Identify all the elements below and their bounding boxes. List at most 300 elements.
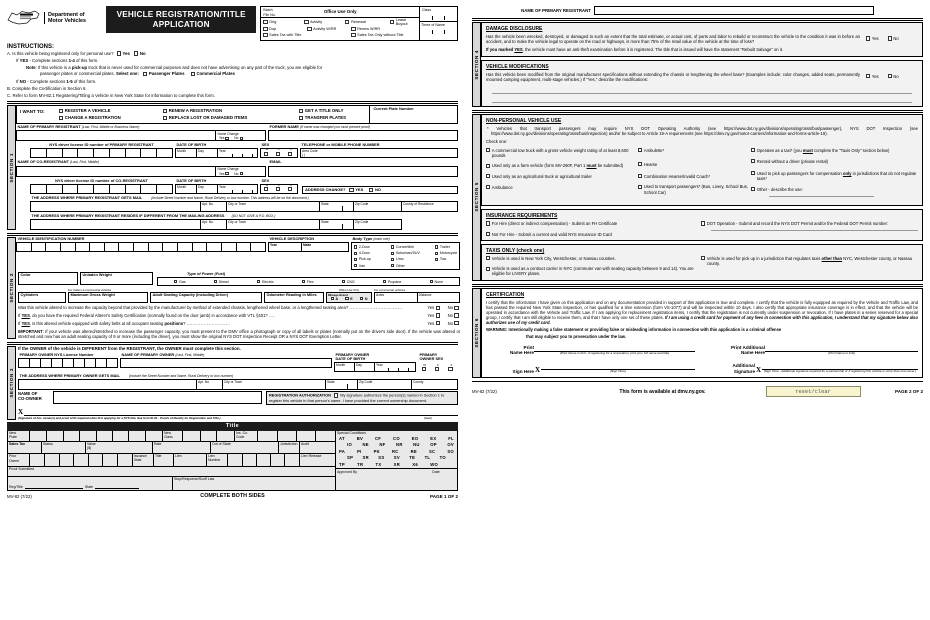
checkbox-address-change-yes[interactable] [349, 188, 353, 192]
section-3-header: If the OWNER of the vehicle is DIFFERENT from the REGISTRANT, the OWNER must complete this section. [18, 346, 241, 352]
checkbox-fuel-flex[interactable] [302, 280, 305, 283]
question-alterer-cert: If YES, do you have the required Federal Alterer's Safety Certification (normally found on the door jamb) in accordance with VTL §401? .... Yes No [16, 313, 460, 318]
page-2 [465, 0, 930, 620]
axles-distance-group [374, 292, 460, 303]
res-city-input[interactable]: City or Town [227, 219, 320, 230]
signature-caption: (Signature of ALL owner(s) and proof of ID required when first applying for a NYS title. See form ID-82 - Proofs of Identity for Registration and Title.) [18, 416, 221, 421]
checkbox-body-trailer[interactable] [435, 245, 438, 248]
dob-primary-input[interactable]: Month Day Year [175, 148, 258, 158]
checkbox-sales-tax-with-title[interactable] [263, 33, 267, 37]
county-of-residence-input[interactable]: County of Residence [402, 201, 458, 212]
instruction-if-no: If NO - Complete sections 1-5 of this form. [16, 78, 97, 84]
owner-apt-input[interactable]: Apt. No. [197, 379, 223, 390]
taxis-only-panel [481, 244, 923, 281]
name-co-label: NAME OF CO-REGISTRANT (Last, First, Middle) [17, 159, 100, 165]
additional-caption: (Sign Here - Additional signature required for a partnership or if registering this vehicle in more than one name.) [763, 369, 917, 374]
checkbox-co-sex-m[interactable] [264, 187, 268, 191]
checkbox-lease-buyout[interactable] [390, 20, 394, 24]
chk-tow-truck[interactable]: A commercial tow truck with a gross vehicle weight rating of at least 8,600 pounds [486, 148, 638, 158]
checkbox-transfer-plates[interactable] [299, 116, 303, 120]
print-additional-label: Print Additional Name Here [730, 344, 765, 355]
name-primary-registrant-input[interactable] [594, 6, 874, 15]
chk-operates-as-taxi[interactable]: Operates as a taxi* (you must complete the "Taxis Only" section below) [751, 148, 918, 153]
vehicle-modifications-question: Has this vehicle been modified from the original manufacturer specifications without extending the chassis or lengthening the wheel base? (Examples include: color changes, added seats, permanently mounted camping equipment, multi-stage vehicles.) If "Yes," describe the modifications: [486, 71, 860, 82]
taxis-only-title: TAXIS ONLY (check one) [486, 247, 545, 254]
label-sales-tax-with-title: Sales Tax with Title [269, 33, 302, 38]
page-2-of-2: PAGE 2 OF 2 [895, 389, 923, 395]
form-availability-note: This form is available at dmv.ny.gov. [619, 388, 706, 395]
form-title: VEHICLE REGISTRATION/TITLE APPLICATION [106, 6, 256, 33]
chk-transport-passengers[interactable]: Used to transport passengers* (Bus, Livery, School Bus, School Car) [638, 184, 751, 194]
owner-city-input[interactable]: City or Town [223, 379, 326, 390]
checkbox-fuel-diesel[interactable] [214, 280, 217, 283]
checkbox-personal-use-yes[interactable] [117, 51, 121, 55]
instruction-if-yes: If YES - Complete sections 1-4 of this form. [16, 57, 99, 63]
chk-pick-up-compensation[interactable]: Used to pick up passengers for compensation only in jurisdictions that do not regulate taxis* [751, 171, 918, 181]
file-no-label: File No. [263, 12, 276, 17]
current-plate-number-field[interactable] [369, 106, 457, 123]
complete-both-sides: COMPLETE BOTH SIDES [200, 493, 265, 500]
name-co-input[interactable] [16, 166, 216, 177]
owner-mail-label: THE ADDRESS WHERE PRIMARY OWNER GETS MAIL (Include the Street Number and Name, Rural Delivery or box number) [19, 372, 234, 378]
dot-permit-line[interactable] [711, 227, 918, 231]
section-4 [472, 22, 923, 107]
codes-row-3: PA PI PK RC RE SC SO [339, 448, 454, 454]
chk-combination-hearse[interactable]: Combination Hearse/Invalid Coach* [638, 174, 751, 179]
question-safety-belts: If YES, is this altered vehicle equipped with safety belts at all occupant seating positions? ............................ Yes No [16, 321, 460, 326]
owner-signature-line[interactable] [24, 408, 458, 416]
checkbox-body-4door[interactable] [354, 252, 357, 255]
commercial-vehicles-note: For commercial vehicles [374, 287, 406, 292]
owner-mail-input[interactable] [18, 379, 197, 390]
special-conditions-block [335, 431, 457, 490]
damage-disclosure-question: Has the vehicle been wrecked, destroyed, or damaged to such an extent that the total estimate, or actual cost, of parts and labor to rebuild or reconstruct the vehicle to the condition it was in before an accident, and to make the vehicle legal to operate on the road or highways, is more than 75% of the retail value of the vehicle at the time of loss? [486, 34, 860, 45]
dob-co-input[interactable]: Month Day Year [175, 184, 258, 194]
checkbox-body-pickup[interactable] [354, 258, 357, 261]
damage-disclosure-panel: DAMAGE DISCLOSURE Has the vehicle been wrecked, destroyed, or damaged to such an extent that the total estimate, or actual cost, of parts and labor to rebuild or reconstruct the vehicle to the condition it was in before an accident, and to make the vehicle legal to operate on the road or highways, is more than 75% of the retail value of the vehicle at the time of loss? Yes No If you marked YES, the vehicle must have an anti-theft examination before it is registered. The title that is issued will have the statement "Rebuilt Salvage" on it. [481, 22, 923, 57]
i-want-to-label: I WANT TO: [20, 108, 45, 114]
chk-ambulance[interactable]: Ambulance [486, 185, 638, 190]
label-dup: Dup [269, 26, 277, 31]
checkbox-activity-wrr[interactable] [307, 27, 311, 31]
lien-number-input[interactable] [228, 454, 300, 466]
body-type-group: 2-Door 4-Door Pick-up Van Convertible Suburban/SUV Limo Other Trailer Motorcycle Tow [351, 242, 460, 270]
checkbox-body-other[interactable] [391, 264, 394, 267]
checkbox-body-limo[interactable] [391, 258, 394, 261]
page-1-of-2: PAGE 1 OF 2 [430, 493, 458, 499]
certification-panel [481, 288, 923, 379]
instructions-heading: INSTRUCTIONS: [7, 43, 54, 50]
three-of-name-label: Three of Name [420, 21, 457, 27]
check-one-label: Check one: [486, 139, 508, 145]
new-york-state-outline-icon [7, 9, 41, 26]
checkbox-body-tow[interactable] [435, 258, 438, 261]
proof-submitted-input[interactable]: Proof Submitted [9, 467, 35, 472]
section-2-rail: SECTION 2 [7, 237, 16, 339]
damage-disclosure-title: DAMAGE DISCLOSURE [486, 26, 543, 32]
chk-hearse[interactable]: Hearse [638, 162, 751, 167]
signature-row [486, 362, 918, 374]
agency-line-2: Motor Vehicles [48, 17, 87, 24]
new-class-label: New Class [163, 431, 183, 441]
chk-not-for-hire[interactable]: Not For Hire - Submit a current and valid NYS Insurance ID Card [486, 232, 701, 237]
important-note: IMPORTANT: If your vehicle was altered/stretched to increase the passenger capacity, you must present to the DMV office a photograph or copy of all labels or plates (normally put on the driver's side door). If the vehicle was altered or stretched and now has an adult seating capacity of 9 or more (including the driver), you must show the original NYS DOT Inspection Receipt OR a NYS DOT Exemption Letter. [18, 328, 461, 340]
insurance-requirements-panel [481, 209, 923, 241]
date-caption: (Date) [423, 416, 433, 421]
lien-input[interactable]: Lien [174, 454, 207, 466]
issuance-state-label: Issuance State [133, 454, 154, 466]
certification-title: CERTIFICATION [486, 291, 525, 298]
checkbox-damage-yes[interactable] [866, 36, 870, 40]
print-name-row [486, 344, 918, 356]
checkbox-alterer-cert-yes[interactable] [436, 313, 440, 317]
former-name-input[interactable] [268, 130, 458, 141]
checkbox-activity[interactable] [304, 20, 308, 24]
class-field[interactable] [420, 6, 458, 41]
page-2-footer [472, 386, 923, 397]
checkbox-safety-belts-yes[interactable] [436, 321, 440, 325]
mail-state-input[interactable]: State [320, 201, 354, 212]
checkbox-orig[interactable] [263, 20, 267, 24]
mileage-office-use-note: Office Use Only [338, 287, 360, 292]
vin-label: VEHICLE IDENTIFICATION NUMBER [17, 236, 85, 242]
address-change-field[interactable]: ADDRESS CHANGE? YES NO [302, 186, 458, 194]
reset-clear-button[interactable]: reset/clear [766, 386, 861, 397]
checkbox-passenger-plates[interactable] [143, 72, 147, 76]
checkbox-altered-yes[interactable] [436, 306, 440, 310]
insurance-title: INSURANCE REQUIREMENTS [486, 213, 558, 220]
other-use-line[interactable] [769, 192, 874, 197]
checkbox-fuel-none[interactable] [430, 280, 433, 283]
jurisdiction-input[interactable]: Jurisdiction [279, 442, 300, 453]
chk-agricultural[interactable]: Used only as an agricultural truck or agricultural trailer [486, 174, 638, 179]
checkbox-modifications-no[interactable] [888, 74, 892, 78]
checkbox-owner-sex-m[interactable] [422, 367, 426, 371]
checkbox-co-name-change-no[interactable] [240, 172, 243, 175]
new-plate-label: New Plate [8, 431, 30, 441]
checkbox-sex-f[interactable] [276, 152, 280, 156]
co-owner-label: NAME OF CO-OWNER [18, 391, 42, 402]
page-1-footer [7, 493, 458, 499]
batch-label: Batch [263, 8, 273, 12]
former-name-label: FORMER NAME (If name was changed you must present proof) [269, 124, 371, 130]
form-header [7, 6, 458, 41]
instructions-block [7, 44, 458, 98]
checkbox-commercial-plates[interactable] [191, 72, 195, 76]
checkbox-register-a-vehicle[interactable] [59, 109, 63, 113]
modifications-line-2[interactable] [492, 94, 912, 103]
npv-title: NON-PERSONAL VEHICLE USE [486, 118, 562, 125]
chk-rented-without-driver[interactable]: Rented without a driver (private rental) [751, 159, 918, 164]
checkbox-owner-sex-x[interactable] [448, 367, 452, 371]
sign-here-caption: (Sign Here) [610, 369, 626, 374]
instruction-b: B. Complete the Certification in Section 6. [7, 85, 87, 91]
checkbox-address-change-no[interactable] [369, 188, 373, 192]
section-6 [472, 288, 923, 379]
mileage-brand-group: Mileage Brand A E N [326, 292, 372, 303]
non-personal-vehicle-use-panel [481, 114, 923, 206]
form-number-2: MV-82 (7/22) [472, 389, 497, 395]
mail-apt-input[interactable]: Apt. No. [201, 201, 227, 212]
owner-name-label: NAME OF PRIMARY OWNER (Last, First, Middle) [121, 352, 205, 358]
max-gross-weight-input[interactable]: Maximum Gross Weight [68, 292, 148, 303]
signature-x-icon: X [18, 408, 24, 417]
email-input[interactable] [268, 166, 458, 177]
additional-signature-label: Additional Signature [732, 363, 755, 374]
distance-input[interactable]: Distance [418, 292, 432, 297]
prior-owner-label: Prior Owner [8, 454, 30, 466]
codes-row-2: IO NE NF NR NU OP OV [347, 442, 454, 448]
title-input[interactable]: Title [154, 454, 174, 466]
label-activity: Activity [310, 20, 323, 25]
lien-number-label: Lien Number [207, 454, 228, 466]
codes-row-1: AT BV CF CO EO EX FL [339, 435, 454, 441]
checkbox-renew-a-registration[interactable] [163, 109, 167, 113]
sex-co-label: SEX [261, 177, 270, 183]
chk-other-use[interactable]: Other - describe the use: [751, 187, 918, 197]
sex-co-input[interactable]: M F X [260, 184, 298, 194]
special-conditions-label: Special Conditions [337, 431, 366, 436]
res-address-input[interactable] [30, 219, 201, 230]
class-label: Class [422, 8, 431, 12]
approved-by-row[interactable]: Approved By Date [336, 468, 457, 481]
owner-name-input[interactable] [120, 358, 332, 368]
owner-dob-input[interactable]: Month Day Year [334, 362, 416, 372]
chk-ambulette[interactable]: Ambulette* [638, 148, 751, 153]
dl-co-label: NYS driver license ID number of CO-REGISTRANT [55, 177, 148, 183]
checkbox-sex-x[interactable] [288, 152, 292, 156]
rate-input[interactable]: Rate [153, 442, 211, 453]
unladen-weight-input[interactable]: Unladen Weight [80, 272, 153, 285]
checkbox-name-change-yes[interactable] [225, 137, 228, 140]
chk-dot-operation[interactable]: DOT Operation - Submit and record the NYS DOT Permit and/or the Federal DOT Permit number: [701, 221, 918, 226]
dl-primary-input[interactable] [30, 148, 173, 158]
name-primary-label: NAME OF PRIMARY REGISTRANT (Last, First, Middle or Business Name) [17, 124, 140, 130]
owner-sex-group: M F X [418, 362, 458, 372]
checkbox-body-suburban-suv[interactable] [391, 252, 394, 255]
sign-here-label: Sign Here [512, 368, 534, 374]
office-use-only-bar: Title [7, 422, 458, 430]
reg-title-input[interactable]: Reg/Title State [8, 477, 173, 490]
owner-sex-label: PRIMARY OWNER SEX [419, 352, 444, 362]
office-use-only-table [7, 422, 458, 490]
additional-sign-x-icon: X [756, 366, 762, 375]
office-use-title: Office Use Only [323, 9, 357, 14]
value-input[interactable]: Value ($) [86, 442, 153, 453]
checkbox-damage-no[interactable] [888, 36, 892, 40]
checkbox-renewal[interactable] [345, 20, 349, 24]
section-5 [472, 114, 923, 281]
checkbox-owner-sex-f[interactable] [435, 367, 439, 371]
chk-taxi-contract-carrier[interactable]: Vehicle is used as a contract carrier in NYC (commuter van with seating capacity between 9 and 14). You are eligible for LIVERY plates. [486, 266, 701, 276]
seating-capacity-input[interactable]: Adult Seating Capacity (Including Driver) [150, 292, 262, 303]
status-input[interactable]: Status [42, 442, 86, 453]
res-apt-input[interactable]: Apt. No. [201, 219, 227, 230]
section-3 [7, 346, 458, 420]
audit-input[interactable]: Audit [301, 442, 309, 447]
cylinders-input[interactable]: Cylinders [18, 292, 66, 303]
checkbox-body-van[interactable] [354, 264, 357, 267]
npv-note: * Vehicles that transport passengers may require NYS DOT Operating Authority (see https://www.dot.ny.gov/divisions/operating/osss/bus/passenger), NYS DOT Inspection (see https://www.dot.ny.gov/divisions/operating/osss/bus/inspection) and/or be subject to Article 19-A requirements (see https://dmv.ny.gov/motor-carriers/information-and-forms-article-19). [487, 126, 918, 137]
print-name-label: Print Name Here [509, 344, 534, 355]
certification-warning: WARNING: Intentionally making a false statement or providing false or misleading information in connection with this application is a criminal offense [486, 327, 782, 333]
label-orig: Orig [269, 20, 277, 25]
trailers-note: For trailers & commercial vehicles [68, 287, 112, 292]
agency-line-1: Department of [48, 11, 85, 18]
owner-license-input[interactable] [18, 358, 118, 368]
new-plate-input[interactable] [30, 431, 163, 441]
certification-warning-2: that may subject you to prosecution under the law. [526, 333, 626, 339]
owner-state-input[interactable]: State [326, 379, 358, 390]
prior-owner-input[interactable] [30, 454, 133, 466]
co-owner-input[interactable] [53, 391, 262, 404]
checkbox-renew-wrr[interactable] [351, 27, 355, 31]
chk-for-hire[interactable]: For Hire (direct or indirect compensation) - Submit an FH Certificate [486, 221, 701, 226]
owner-county-input[interactable]: County [412, 379, 458, 390]
fuel-type-group: Gas Diesel Electric Flex CNG Propane None [157, 277, 460, 286]
section-6-rail: SECTION 6 [472, 288, 481, 379]
email-label: EMAIL [269, 159, 282, 165]
sex-primary-input[interactable]: M F X [260, 148, 298, 158]
name-primary-registrant-label: NAME OF PRIMARY REGISTRANT [521, 8, 591, 13]
name-change-co[interactable]: Name Change Yes No [216, 166, 266, 177]
label-activity-wrr: Activity W/RR [313, 26, 337, 31]
current-plate-number-label: Current Plate Number [373, 106, 414, 112]
new-class-input[interactable] [183, 431, 235, 441]
name-primary-input[interactable] [16, 130, 216, 141]
axles-input[interactable]: Axles [375, 293, 418, 302]
dl-co-input[interactable] [30, 184, 173, 194]
question-altered: Was this vehicle altered to increase the capacity beyond that provided by the manufacturer by method of extended chassis, lengthened wheel base, or a lengthened seating area? .................................. Yes No [16, 305, 460, 310]
telephone-label: TELEPHONE or MOBILE PHONE NUMBER [301, 142, 380, 148]
checkbox-fuel-electric[interactable] [257, 280, 260, 283]
checkbox-body-motorcycle[interactable] [435, 252, 438, 255]
res-zip-input[interactable]: Zip Code [354, 219, 402, 230]
section-5-rail: SECTION 5 [472, 114, 481, 281]
sex-primary-label: SEX [261, 142, 270, 148]
lien-release-input[interactable]: Lien Release [301, 454, 322, 459]
dob-co-label: DATE OF BIRTH [176, 177, 207, 183]
instruction-a: A. Is this vehicle being registered only for personal use? Yes No [7, 51, 146, 56]
codes-row-5: TP TR TX XR X6 WO [339, 461, 438, 467]
checkbox-mileage-a[interactable] [331, 297, 334, 300]
checkbox-safety-belts-no[interactable] [454, 321, 458, 325]
checkbox-change-a-registration[interactable] [59, 116, 63, 120]
ins-co-code-input[interactable] [258, 431, 335, 441]
certification-body: I certify that the information I have given on this application and on any documentation provided in support of this application is true and complete. I certify that the vehicle is fully equipped as required by the Vehicle and Traffic Law, and has passed the required New York State inspection, or has qualified for a time extension (form VS-1077) and will be inspected within 10 days. I also certify that appropriate insurance coverage is in effect, and that the vehicle will be operated in accordance with the Vehicle and Traffic Law. If I am applying for replacement registration items, I certify that the registration is not currently under suspension or revocation. If I have plates in a series reserved for a special group, I certify that I am still eligible to receive them, and that I have only one set of these plates. If I am using a credit card for payment of any fees in connection with this application, I understand that my signature below also authorizes use of my credit card. [486, 299, 919, 325]
checkbox-body-convertible[interactable] [391, 245, 394, 248]
chk-taxi-nyc-counties[interactable]: Vehicle is used in New York City, Westchester, or Nassau counties. [486, 256, 701, 261]
vin-input[interactable] [16, 242, 266, 252]
instruction-note-2: passenger plates or commercial plates. Select one: Passenger Plates Commercial Plates [40, 71, 235, 77]
dl-primary-label: NYS driver license ID number of PRIMARY REGISTRANT [49, 142, 154, 148]
color-input[interactable]: Color [18, 272, 78, 285]
checkbox-co-sex-f[interactable] [276, 187, 280, 191]
chk-taxi-other-jurisdiction[interactable]: Vehicle is used for pick up in a jurisdiction that regulates taxis other than NYC, Westchester county, or Nassau county. [701, 256, 918, 266]
ins-co-code-label: Ins. Co. Code [235, 431, 258, 441]
checkbox-mileage-e[interactable] [345, 297, 348, 300]
modifications-line-1[interactable] [492, 85, 912, 94]
special-condition-codes [336, 436, 457, 469]
checkbox-altered-no[interactable] [454, 306, 458, 310]
checkbox-sex-m[interactable] [264, 152, 268, 156]
owner-zip-input[interactable]: Zip Code [358, 379, 412, 390]
dob-primary-label: DATE OF BIRTH [176, 142, 207, 148]
checkbox-sales-tax-only[interactable] [351, 33, 355, 37]
nys-dmv-logo [7, 6, 102, 26]
checkbox-mileage-n[interactable] [360, 297, 363, 300]
vehicle-modifications-panel: VEHICLE MODIFICATIONS Has this vehicle been modified from the original manufacturer specifications without extending the chassis or lengthening the wheel base? (Examples include: color changes, added seats, permanently mounted camping equipment, multi-stage vehicles.) If "Yes," describe the modifications: Yes No [481, 60, 923, 107]
label-lease-buyout: Lease Buyout [395, 18, 408, 27]
res-state-input[interactable]: State [320, 219, 354, 230]
checkbox-name-change-no[interactable] [240, 137, 243, 140]
checkbox-alterer-cert-no[interactable] [454, 313, 458, 317]
checkbox-replace-lost-items[interactable] [163, 116, 167, 120]
codes-row-4: SP SR SS SV TE TL TO [347, 455, 446, 461]
mail-city-input[interactable]: City or Town [227, 201, 320, 212]
label-sales-tax-only: Sales Tax Only without Title [357, 33, 404, 38]
name-change-primary[interactable]: Name Change Yes No [216, 130, 266, 141]
mail-address-label: THE ADDRESS WHERE PRIMARY REGISTRANT GETS MAIL (Include Street Number and Name, Rural Delivery or box number. This address will be on the document.) [31, 194, 309, 200]
checkbox-co-sex-x[interactable] [288, 187, 292, 191]
section-2 [7, 236, 461, 340]
section-4-rail: SECTION 4 [472, 22, 481, 107]
label-renew-wrr: Renew W/RR [357, 26, 381, 31]
sign-x-icon: X [535, 366, 541, 375]
section-3-rail: SECTION 3 [7, 346, 16, 420]
vehicle-description-label: VEHICLE DESCRIPTION [269, 236, 315, 242]
odometer-input[interactable]: Odometer Reading in Miles [264, 292, 324, 303]
checkbox-fuel-propane[interactable] [383, 280, 386, 283]
print-additional-caption: (Print Name in Full) [828, 350, 855, 355]
mail-zip-input[interactable]: Zip Code [354, 201, 402, 212]
instruction-note: Note: If this vehicle is a pick-up truck that is never used for commercial purposes and does not have advertising on any part of the truck, you are eligible for [26, 64, 323, 70]
type-of-power-label: Type of Power (Fuel) [187, 271, 226, 277]
sales-tax-label: Sales Tax [8, 442, 42, 453]
body-type-label: Body Type (mark one) [352, 236, 390, 242]
res-address-label: THE ADDRESS WHERE PRIMARY REGISTRANT RESIDES IF DIFFERENT FROM THE MAILING ADDRESS (DO NOT GIVE A P.O. BOX.) [31, 212, 276, 218]
i-want-to-block: I WANT TO: REGISTER A VEHICLE CHANGE A REGISTRATION RENEW A REGISTRATION REPLACE LOST OR DAMAGED ITEMS GET A TITLE ONLY TRANSFER PLATES Current Plate Number [16, 105, 458, 124]
checkbox-body-2door[interactable] [354, 245, 357, 248]
damage-disclosure-note: If you marked YES, the vehicle must have an anti-theft examination before it is registered. The title that is issued will have the statement "Rebuilt Salvage" on it. [486, 47, 784, 53]
mail-address-input[interactable] [30, 201, 201, 212]
checkbox-modifications-yes[interactable] [866, 74, 870, 78]
checkbox-fuel-cng[interactable] [342, 280, 345, 283]
vehicle-description-input[interactable]: Year Make [268, 242, 349, 252]
vehicle-modifications-title: VEHICLE MODIFICATIONS [486, 63, 549, 70]
registration-authorization: REGISTRATION AUTHORIZATION My signature authorizes the person(s) named in Section 1 to register this vehicle in that person's name. I have provided the current ownership document. [266, 391, 458, 405]
owner-license-label: PRIMARY OWNER NYS License Number [19, 352, 94, 358]
stop-response-input[interactable]: Stop/Response/Scoff Law [174, 477, 215, 482]
checkbox-fuel-gas[interactable] [174, 280, 177, 283]
checkbox-personal-use-no[interactable] [134, 51, 138, 55]
section-1-rail: SECTION 1 [7, 105, 16, 230]
instruction-c: C. Refer to form MV-82.1 Registering/Titling a Vehicle in New York State for information to complete this form. [7, 92, 215, 98]
section-1 [7, 105, 458, 230]
telephone-input[interactable]: Area Code ( ) [300, 148, 458, 158]
checkbox-co-name-change-yes[interactable] [225, 172, 228, 175]
checkbox-dup[interactable] [263, 27, 267, 31]
form-number-1: MV-82 (7/22) [7, 493, 32, 499]
print-name-caption: (Print Name in Full - if registering for a corporation, print your full name and title) [559, 350, 670, 355]
label-renewal: Renewal [351, 20, 366, 25]
checkbox-get-a-title-only[interactable] [299, 109, 303, 113]
owner-dob-label: PRIMARY OWNER DATE OF BIRTH [335, 352, 370, 362]
chk-farm-vehicle[interactable]: Used only as a farm vehicle (form MV-260F, Part 1 must be submitted) [486, 163, 638, 168]
name-primary-registrant-row [472, 6, 923, 15]
out-of-state-input[interactable]: Out of State [211, 442, 279, 453]
office-use-only-header [260, 6, 458, 41]
